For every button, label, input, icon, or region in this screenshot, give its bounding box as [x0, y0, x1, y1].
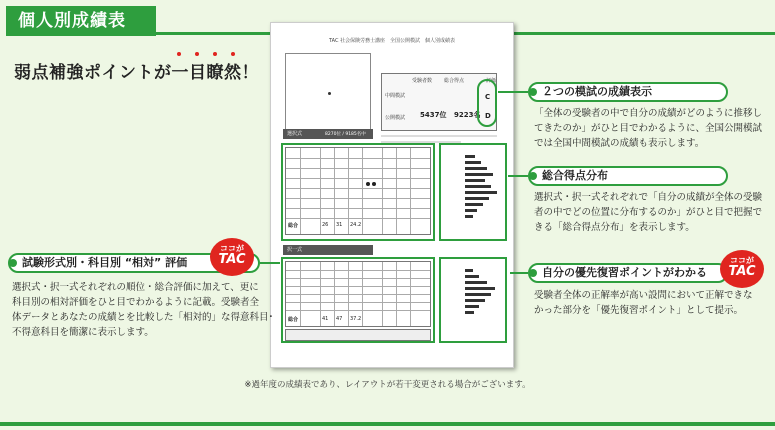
distribution-chart-1 — [443, 149, 503, 237]
callout-mock-exams: ２つの模試の成績表示 — [528, 82, 728, 102]
score-summary: 受験者数 総合得点 評価 中間模試 公開模試 5437位 9223名 C D — [381, 73, 497, 131]
subject-table-1: 総合 26 31 24.2 — [285, 147, 431, 235]
connector-distribution — [508, 175, 528, 177]
distribution-chart-2 — [443, 263, 503, 339]
review-points-grid — [285, 329, 431, 341]
bullet-icon — [529, 88, 537, 96]
subtitle: 弱点補強ポイントが一目瞭然！ — [14, 63, 259, 83]
bottom-rule — [0, 422, 775, 426]
callout-mock-exams-text: 「全体の受験者の中で自分の成績がどのように推移し てきたのか」がひと目でわかるように、全国公開模試 では全国中間模試の成績も表示します。 — [534, 108, 763, 149]
callout-distribution: 総合得点分布 — [528, 166, 728, 186]
callout-distribution-text: 選択式・択一式それぞれで「自分の成績が全体の受験 者の中でどの位置に分布するのか」がひと目で把握で きる「総合得点分布」を表示します。 — [534, 192, 763, 233]
connector-review — [510, 272, 528, 274]
section1-rank: 8270位 / 9185名中 — [325, 132, 366, 137]
bullet-icon — [529, 269, 537, 277]
page-title: 個人別成績表 — [6, 6, 156, 36]
sheet-title: TAC 社会保険労務士講座 全国公開模試 個人別成績表 — [328, 38, 456, 44]
bullet-icon — [9, 259, 17, 267]
bullet-icon — [529, 172, 537, 180]
section1-bar: 選択式 — [283, 129, 373, 139]
footnote: ※過年度の成績表であり、レイアウトが若干変更される場合がございます。 — [244, 380, 531, 390]
callout-review: 自分の優先復習ポイントがわかる — [528, 263, 728, 283]
callout-review-text: 受験者全体の正解率が高い設問において正解できな かった部分を「優先復習ポイント」として提示。 — [534, 290, 753, 316]
photo-area — [285, 53, 371, 131]
callout-relative: 試験形式別・科目別 “相対” 評価 — [8, 253, 260, 273]
section2-bar: 択一式 — [283, 245, 373, 255]
grade-highlight — [477, 79, 497, 127]
tac-badge-right: ココが TAC — [720, 250, 764, 288]
report-sheet-image — [270, 22, 514, 368]
connector-relative — [260, 262, 280, 264]
connector-mock-exams — [498, 91, 528, 93]
tac-badge-left: ココが TAC — [210, 238, 254, 276]
subject-table-2: 総合 41 47 37.2 — [285, 261, 431, 327]
callout-relative-text: 選択式・択一式それぞれの順位・総合評価に加えて、更に 科目別の相対評価をひと目でわかるように記載。受験者全 体データとあなたの成績とを比較した「相対的」な得意科目･ 不得意科目を簡潔に表示します。 — [12, 282, 274, 338]
